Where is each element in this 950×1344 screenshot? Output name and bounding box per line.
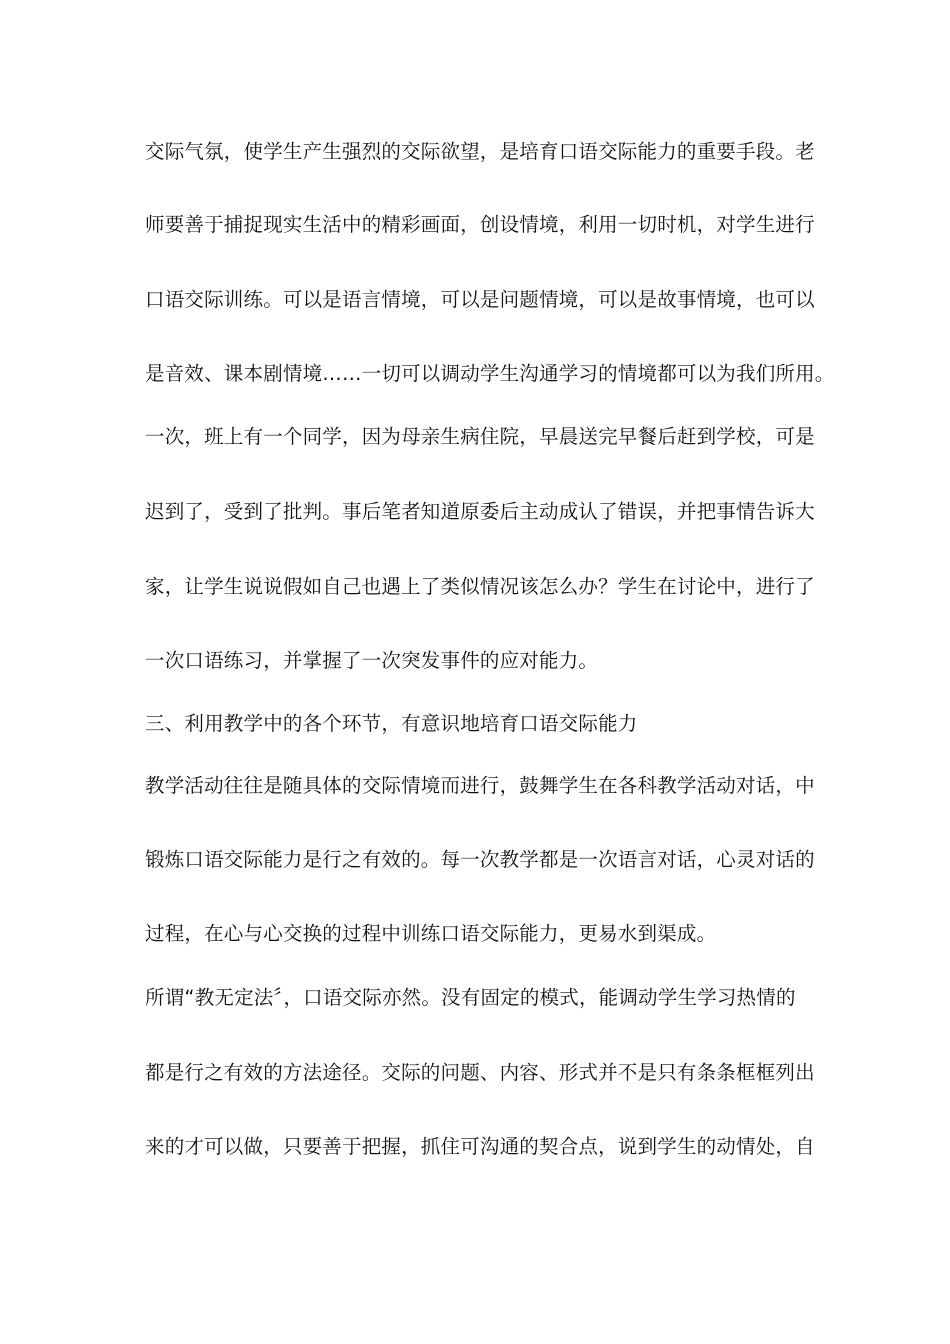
text-line: 交际气氛，使学生产生强烈的交际欲望，是培育口语交际能力的重要手段。老 <box>145 140 815 163</box>
text-line: 过程，在心与心交换的过程中训练口语交际能力，更易水到渠成。 <box>145 922 717 945</box>
text-line: 一次口语练习，并掌握了一次突发事件的应对能力。 <box>145 649 599 672</box>
text-line: 来的才可以做，只要善于把握，抓住可沟通的契合点，说到学生的动情处，自 <box>145 1135 815 1158</box>
text-line: 一次，班上有一个同学，因为母亲生病住院，早晨送完早餐后赶到学校，可是 <box>145 425 815 448</box>
text-line: 家，让学生说说假如自己也遇上了类似情况该怎么办？学生在讨论中，进行了 <box>145 575 815 598</box>
text-line: 口语交际训练。可以是语言情境，可以是问题情境，可以是故事情境，也可以 <box>145 288 815 311</box>
text-line: 师要善于捕捉现实生活中的精彩画面，创设情境，利用一切时机，对学生进行 <box>145 213 815 236</box>
text-line: 迟到了，受到了批判。事后笔者知道原委后主动成认了错误，并把事情告诉大 <box>145 500 815 523</box>
text-line: 都是行之有效的方法途径。交际的问题、内容、形式并不是只有条条框框列出 <box>145 1061 815 1084</box>
text-line: 所谓“教无定法〞，口语交际亦然。没有固定的模式，能调动学生学习热情的 <box>145 986 796 1009</box>
text-line: 锻炼口语交际能力是行之有效的。每一次教学都是一次语言对话，心灵对话的 <box>145 848 815 871</box>
section-heading: 三、利用教学中的各个环节，有意识地培育口语交际能力 <box>145 712 638 735</box>
text-line: 教学活动往往是随具体的交际情境而进行，鼓舞学生在各科教学活动对话，中 <box>145 774 815 797</box>
text-line: 是音效、课本剧情境……一切可以调动学生沟通学习的情境都可以为我们所用。 <box>145 362 835 385</box>
